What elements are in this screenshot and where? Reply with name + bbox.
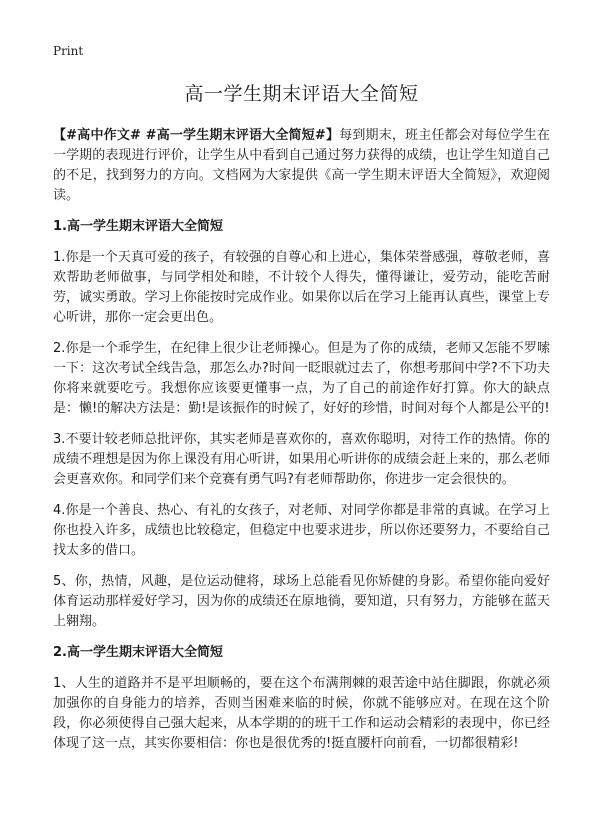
comment-paragraph: 5、你，热情，风趣，是位运动健将，球场上总能看见你矫健的身影。希望你能向爱好体育运动那样爱好学习，因为你的成绩还在原地徜，要知道，只有努力，方能够在蓝天上翱翔。: [53, 574, 550, 629]
comment-paragraph: 1、人生的道路并不是平坦顺畅的，要在这个布满荆棘的艰苦途中站住脚跟，你就必须加强你的自身能力的培养，否则当困难来临的时候，你就不能够应对。在现在这个阶段，你必须使得自己强大起来，从本学期的的班干工作和运动会精彩的表现中，你已经体现了这一点，其实你要相信：你也是很优秀的!挺直腰杆向前看，一切都很精彩!: [53, 676, 550, 751]
comment-paragraph: 4.你是一个善良、热心、有礼的女孩子，对老师、对同学你都是非常的真诚。在学习上你也投入许多，成绩也比较稳定，但稳定中也要求进步，所以你还要努力，不要给自己找太多的借口。: [53, 503, 550, 558]
print-label[interactable]: Print: [53, 44, 84, 58]
section-heading-2: 2.高一学生期末评语大全简短: [53, 645, 223, 660]
page-title: 高一学生期末评语大全简短: [184, 83, 419, 105]
intro-tags: 【#高中作文# #高一学生期末评语大全简短#】: [53, 128, 340, 143]
comment-paragraph: 3.不要计较老师总批评你，其实老师是喜欢你的，喜欢你聪明，对待工作的热情。你的成绩不理想是因为你上课没有用心听讲，如果用心听讲你的成绩会赶上来的，那么老师会更喜欢你。和同学们来个竞赛有勇气吗?有老师帮助你，你进步一定会很快的。: [53, 432, 550, 487]
intro-paragraph: [53, 126, 550, 206]
section-heading-1: 1.高一学生期末评语大全简短: [53, 219, 223, 234]
intro-text: 每到期末，班主任都会对每位学生在一学期的表现进行评价，让学生从中看到自己通过努力获得的成绩，也让学生知道自己的不足，找到努力的方向。文档网为大家提供《高一学生期末评语大全简短》，欢迎阅读。: [53, 128, 550, 203]
comment-paragraph: 2.你是一个乖学生，在纪律上很少让老师操心。但是为了你的成绩，老师又怎能不罗嗦一下：这次考试全线告急，那怎么办?时间一眨眼就过去了，你想考那间中学?不下功夫你将来就要吃亏。我想你应该要更懂事一点，为了自己的前途作好打算。你大的缺点是：懒!的解决方法是：勤!是该振作的时候了，好好的珍惜，时间对每个人都是公平的!: [53, 341, 550, 416]
comment-paragraph: 1.你是一个天真可爱的孩子，有较强的自尊心和上进心，集体荣誉感强，尊敬老师，喜欢帮助老师做事，与同学相处和睦，不计较个人得失，懂得谦让，爱劳动，能吃苦耐劳，诚实勇敢。学习上你能按时完成作业。如果你以后在学习上能再认真些，课堂上专心听讲，那你一定会更出色。: [53, 250, 550, 325]
